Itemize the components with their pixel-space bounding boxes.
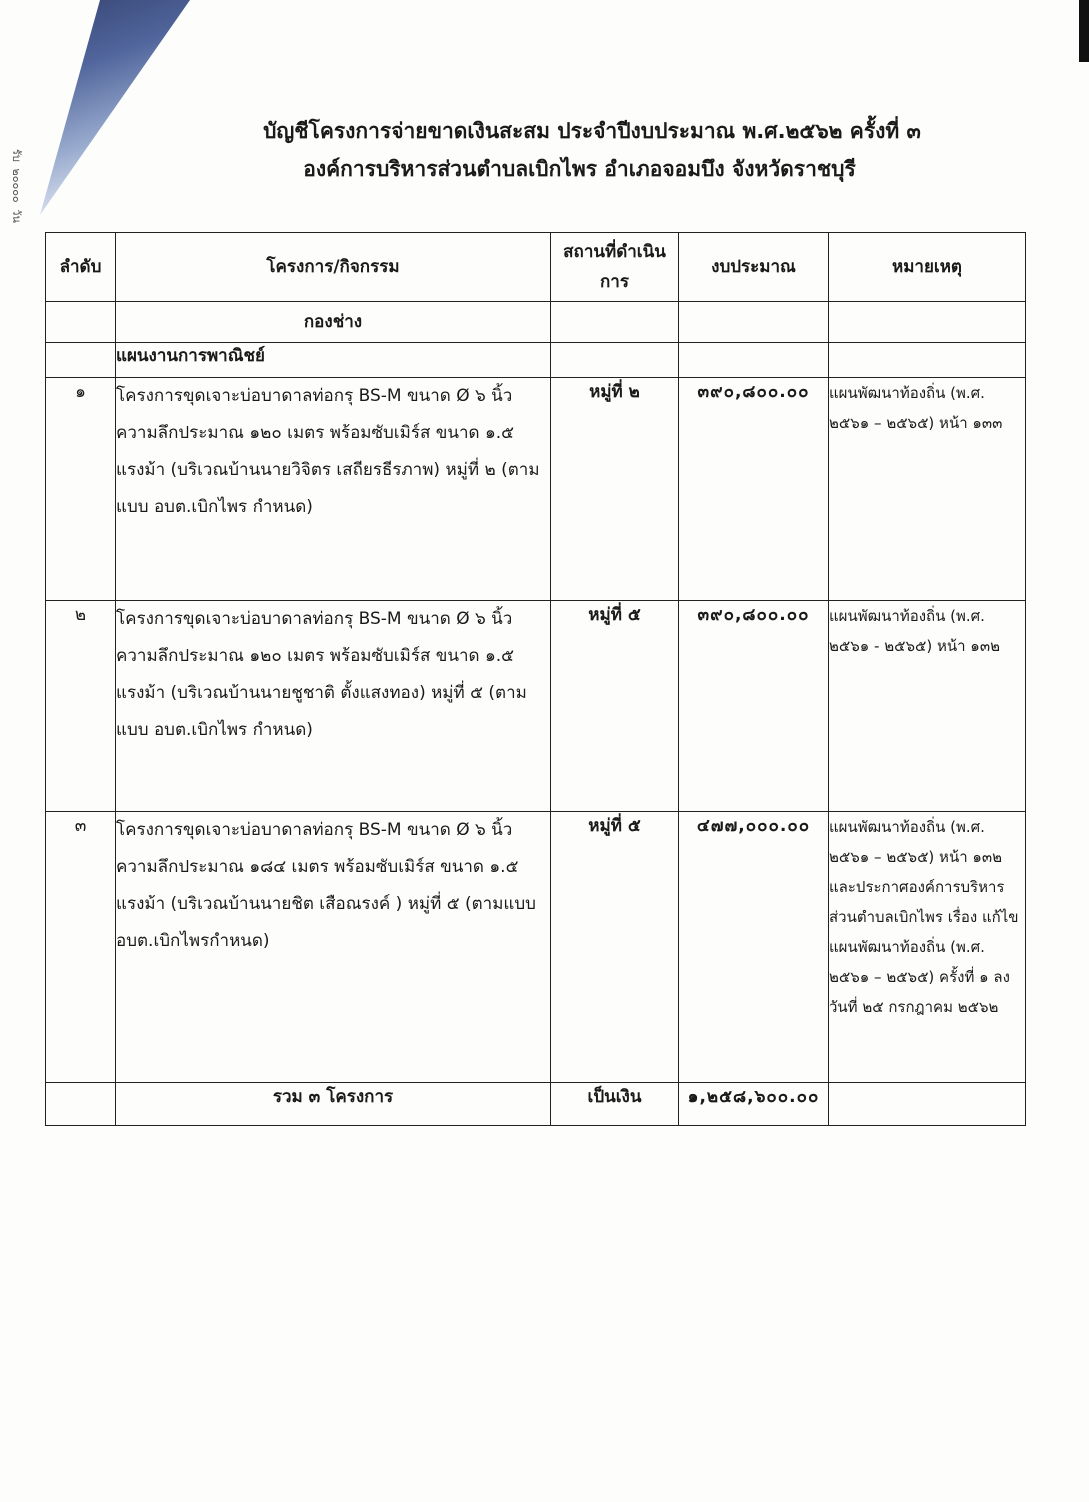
item-note: แผนพัฒนาท้องถิ่น (พ.ศ. ๒๕๖๑ – ๒๕๖๕) หน้า ๑๓๒ และประกาศองค์การบริหารส่วนตำบลเบิกไพร เรื่อง แก้ไขแผนพัฒนาท้องถิ่น (พ.ศ. ๒๕๖๑ – ๒๕๖๕) ครั้งที่ ๑ ลงวันที่ ๒๕ กรกฎาคม ๒๕๖๒ — [829, 812, 1026, 1083]
col-header-budget: งบประมาณ — [679, 233, 829, 302]
scan-edge-mark — [1079, 0, 1089, 62]
total-currency-label: เป็นเงิน — [551, 1083, 679, 1126]
item-budget: ๓๙๐,๘๐๐.๐๐ — [679, 378, 829, 601]
plan-row — [46, 343, 1026, 378]
total-budget: ๑,๒๕๘,๖๐๐.๐๐ — [679, 1083, 829, 1126]
table-row — [46, 378, 1026, 601]
table-header-row — [46, 233, 1026, 302]
item-location: หมู่ที่ ๕ — [551, 812, 679, 1083]
item-location: หมู่ที่ ๕ — [551, 601, 679, 812]
item-project: โครงการขุดเจาะบ่อบาดาลท่อกรุ BS-M ขนาด Ø ๖ นิ้ว ความลึกประมาณ ๑๘๔ เมตร พร้อมซับเมิร์ส ขนาด ๑.๕ แรงม้า (บริเวณบ้านนายชิต เสือณรงค์ ) หมู่ที่ ๕ (ตามแบบ อบต.เบิกไพรกำหนด) — [116, 812, 551, 1083]
col-header-note: หมายเหตุ — [829, 233, 1026, 302]
department-label: กองช่าง — [116, 302, 551, 343]
item-number: ๒ — [46, 601, 116, 812]
col-header-location: สถานที่ดำเนินการ — [551, 233, 679, 302]
table-row — [46, 601, 1026, 812]
item-budget: ๔๗๗,๐๐๐.๐๐ — [679, 812, 829, 1083]
total-row — [46, 1083, 1026, 1126]
total-label: รวม ๓ โครงการ — [116, 1083, 551, 1126]
col-header-project: โครงการ/กิจกรรม — [116, 233, 551, 302]
item-project: โครงการขุดเจาะบ่อบาดาลท่อกรุ BS-M ขนาด Ø ๖ นิ้ว ความลึกประมาณ ๑๒๐ เมตร พร้อมซับเมิร์ส ขนาด ๑.๕ แรงม้า (บริเวณบ้านนายชูชาติ ตั้งแสงทอง) หมู่ที่ ๕ (ตามแบบ อบต.เบิกไพร กำหนด) — [116, 601, 551, 812]
item-budget: ๓๙๐,๘๐๐.๐๐ — [679, 601, 829, 812]
department-row — [46, 302, 1026, 343]
col-header-no: ลำดับ — [46, 233, 116, 302]
document-subtitle: องค์การบริหารส่วนตำบลเบิกไพร อำเภอจอมบึง จังหวัดราชบุรี — [303, 157, 856, 181]
document-header — [0, 112, 1089, 188]
plan-label: แผนงานการพาณิชย์ — [116, 343, 551, 378]
project-table — [45, 232, 1026, 1126]
item-number: ๑ — [46, 378, 116, 601]
item-project: โครงการขุดเจาะบ่อบาดาลท่อกรุ BS-M ขนาด Ø ๖ นิ้ว ความลึกประมาณ ๑๒๐ เมตร พร้อมซับเมิร์ส ขนาด ๑.๕ แรงม้า (บริเวณบ้านนายวิจิตร เสถียรธีรภาพ) หมู่ที่ ๒ (ตามแบบ อบต.เบิกไพร กำหนด) — [116, 378, 551, 601]
table-row — [46, 812, 1026, 1083]
side-stamp: รับ ๒๐๐๐๐ วัน — [10, 149, 23, 223]
item-number: ๓ — [46, 812, 116, 1083]
item-note: แผนพัฒนาท้องถิ่น (พ.ศ. ๒๕๖๑ - ๒๕๖๕) หน้า ๑๓๒ — [829, 601, 1026, 812]
item-location: หมู่ที่ ๒ — [551, 378, 679, 601]
item-note: แผนพัฒนาท้องถิ่น (พ.ศ. ๒๕๖๑ – ๒๕๖๕) หน้า ๑๓๓ — [829, 378, 1026, 601]
document-title: บัญชีโครงการจ่ายขาดเงินสะสม ประจำปีงบประมาณ พ.ศ.๒๕๖๒ ครั้งที่ ๓ — [263, 119, 921, 143]
